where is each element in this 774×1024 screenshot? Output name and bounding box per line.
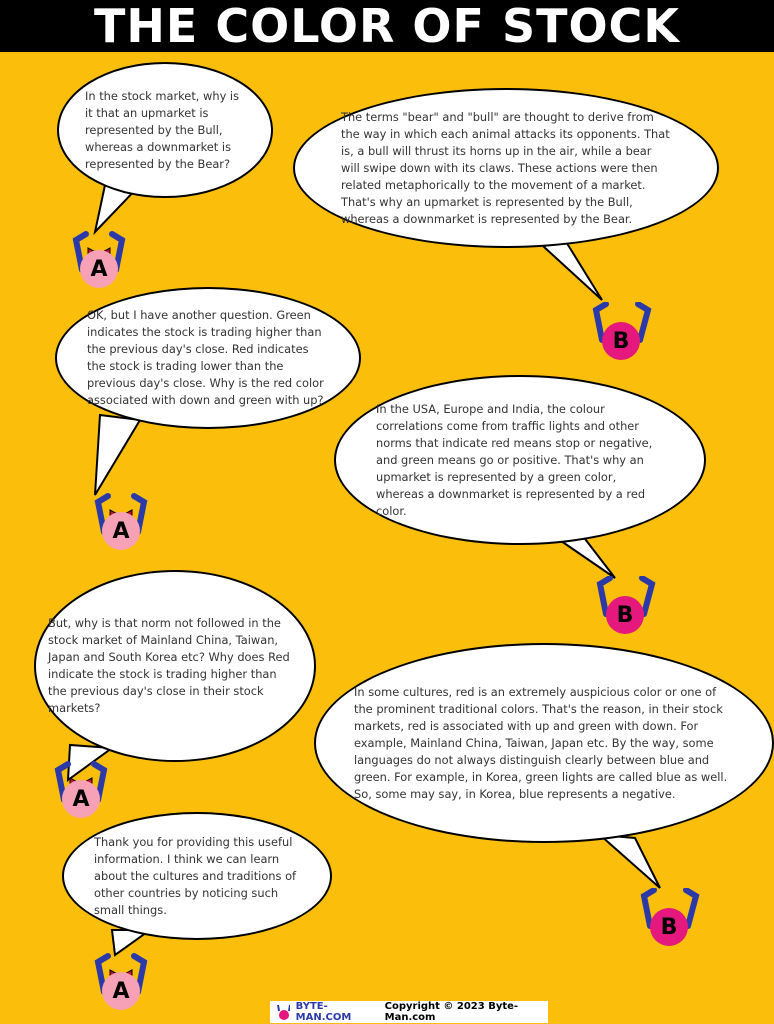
bubble-text: Thank you for providing this useful information. I think we can learn about the cultures and traditions of other countries by noticing such small things.	[94, 834, 297, 917]
byte-man-logo-icon	[276, 1003, 290, 1021]
character-label: B	[612, 328, 630, 354]
face-icon	[102, 972, 140, 1010]
speech-bubble-a-3	[34, 570, 316, 762]
character-a	[88, 492, 148, 552]
bubble-text: But, why is that norm not followed in the stock market of Mainland China, Taiwan, Japan and South Korea etc? Why does Red indicate the stock is trading higher than the previous day's close in their stock markets?	[48, 616, 290, 715]
speech-bubble-b-3	[314, 643, 774, 843]
character-a	[66, 230, 126, 290]
character-a	[48, 760, 108, 820]
speech-bubble-a-1	[57, 62, 273, 198]
face-icon	[80, 250, 118, 288]
bubble-text: In some cultures, red is an extremely auspicious color or one of the prominent traditional colors. That's the reason, in their stock markets, red is associated with up and green with down. For example, Mainland China, Taiwan, Japan etc. By the way, some languages do not always distinguish clearly between blue and green. For example, in Korea, green lights are called blue as well. So, some may say, in Korea, blue represents a negative.	[354, 684, 728, 801]
face-icon	[606, 596, 644, 634]
bubble-text: In the USA, Europe and India, the colour correlations come from traffic lights and other norms that indicate red means stop or negative, and green means go or positive. That's why an upmarket is represented by a green color, whereas a downmarket is represented by a red color.	[376, 401, 653, 518]
character-b	[592, 576, 652, 636]
character-label: A	[72, 786, 90, 812]
face-icon	[62, 780, 100, 818]
character-b	[636, 888, 696, 948]
footer	[270, 1001, 548, 1023]
face-icon	[650, 908, 688, 946]
speech-bubble-a-4	[62, 812, 332, 940]
footer-copyright: Copyright © 2023 Byte-Man.com	[384, 1001, 519, 1023]
face-icon	[102, 512, 140, 550]
bubble-text: The terms "bear" and "bull" are thought to derive from the way in which each animal attacks its opponents. That is, a bull will thrust its horns up in the air, while a bear will swipe down with its claws. These actions were then related metaphorically to the movement of a market. That's why an upmarket is represented by the Bull, whereas a downmarket is represented by the Bear.	[341, 109, 670, 226]
character-a	[88, 952, 148, 1012]
footer-brand[interactable]: BYTE-MAN.COM	[295, 1001, 352, 1023]
face-icon	[602, 322, 640, 360]
character-label: A	[90, 256, 108, 282]
bubble-text: In the stock market, why is it that an upmarket is represented by the Bull, whereas a downmarket is represented by the Bear?	[85, 88, 240, 171]
speech-bubble-b-2	[334, 375, 706, 545]
character-b	[588, 302, 648, 362]
speech-bubble-b-1	[293, 88, 719, 248]
character-label: B	[660, 914, 678, 940]
page-title: THE COLOR OF STOCK	[0, 0, 774, 52]
bubble-text: OK, but I have another question. Green indicates the stock is trading higher than the previous day's close. Red indicates the stock is trading lower than the previous day's close. Why is the red color associated with down and green with up?	[87, 308, 324, 407]
character-label: B	[616, 602, 634, 628]
character-label: A	[112, 518, 130, 544]
character-label: A	[112, 978, 130, 1004]
speech-bubble-a-2	[55, 287, 361, 429]
